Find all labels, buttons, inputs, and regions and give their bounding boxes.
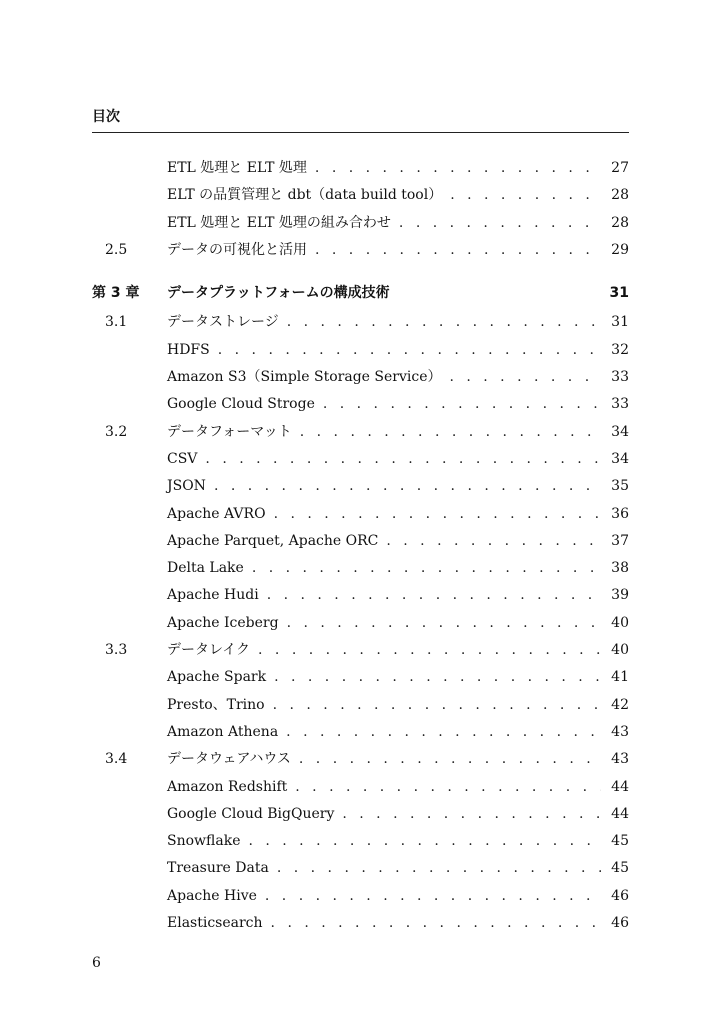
toc-leader-dots [287, 309, 601, 336]
toc-leader-dots [450, 182, 601, 209]
toc-entry-title: データプラットフォームの構成技術 [167, 285, 390, 302]
toc-entry-number: 3.1 [105, 314, 128, 331]
toc-section-row[interactable] [92, 746, 629, 773]
toc-entry-page: 43 [611, 751, 629, 768]
toc-entry-title: ETL 処理と ELT 処理 [167, 160, 307, 176]
toc-entry-title: Apache Spark [167, 669, 267, 686]
toc-leader-dots [315, 237, 601, 264]
toc-entry-page: 38 [611, 560, 629, 577]
toc-entry-title: Google Cloud Stroge [167, 396, 315, 413]
toc-entry-title: ELT の品質管理と dbt（data build tool） [167, 187, 443, 204]
toc-entry-row[interactable] [92, 883, 629, 910]
toc-entry-page: 37 [611, 532, 629, 549]
toc-entry-page: 32 [611, 341, 629, 358]
toc-entry-title: Google Cloud BigQuery [167, 805, 335, 822]
toc-leader-dots [449, 364, 601, 391]
toc-entry-title: Delta Lake [167, 560, 244, 577]
toc-entry-row[interactable] [92, 210, 629, 237]
toc-entry-page: 33 [611, 369, 629, 386]
toc-entry-page: 46 [611, 887, 629, 904]
toc-entry-page: 44 [611, 805, 629, 822]
toc-leader-dots [399, 210, 601, 237]
toc-entry-title: Treasure Data [167, 860, 269, 877]
toc-entry-row[interactable] [92, 473, 629, 500]
toc-leader-dots [271, 910, 601, 937]
toc-leader-dots [300, 419, 601, 446]
toc-leader-dots [286, 719, 601, 746]
toc-entry-title: データストレージ [167, 314, 279, 331]
toc-entry-row[interactable] [92, 855, 629, 882]
page-title: 目次 [92, 109, 120, 125]
toc-entry-page: 45 [611, 833, 629, 850]
toc-entry-page: 41 [611, 669, 629, 686]
toc-entry-row[interactable] [92, 910, 629, 937]
toc-leader-dots [258, 637, 601, 664]
toc-entry-title: ETL 処理と ELT 処理の組み合わせ [167, 214, 391, 231]
toc-entry-row[interactable] [92, 501, 629, 528]
toc-entry-row[interactable] [92, 828, 629, 855]
toc-entry-number: 2.5 [105, 241, 128, 258]
toc-entry-number: 3.3 [105, 642, 128, 659]
toc-entry-row[interactable] [92, 801, 629, 828]
toc-entry-row[interactable] [92, 719, 629, 746]
toc-entry-page: 29 [611, 241, 629, 258]
toc-entry-row[interactable] [92, 364, 629, 391]
toc-leader-dots [248, 828, 601, 855]
toc-entry-row[interactable] [92, 155, 629, 182]
toc-section-row[interactable] [92, 237, 629, 264]
toc-entry-page: 42 [611, 696, 629, 713]
toc-leader-dots [342, 801, 601, 828]
toc-entry-row[interactable] [92, 337, 629, 364]
toc-entry-title: データフォーマット [167, 423, 292, 440]
toc-entry-title: Amazon Athena [167, 723, 279, 740]
toc-entry-title: Presto、Trino [167, 696, 265, 713]
toc-section-row[interactable] [92, 419, 629, 446]
toc-leader-dots [299, 746, 601, 773]
toc-entry-number: 3.2 [105, 423, 128, 440]
toc-entry-page: 31 [611, 314, 629, 331]
toc-leader-dots [277, 855, 601, 882]
toc-entry-row[interactable] [92, 692, 629, 719]
toc-entry-page: 39 [611, 587, 629, 604]
toc-entry-title: データレイク [167, 642, 251, 659]
toc-leader-dots [315, 155, 601, 182]
toc-leader-dots [273, 692, 601, 719]
toc-entry-page: 44 [611, 778, 629, 795]
toc-entry-row[interactable] [92, 610, 629, 637]
toc-entry-page: 33 [611, 396, 629, 413]
toc-leader-dots [323, 391, 601, 418]
toc-leader-dots [274, 501, 601, 528]
toc-entry-page: 34 [611, 423, 629, 440]
toc-leader-dots [252, 555, 601, 582]
table-of-contents [92, 155, 629, 937]
toc-entry-row[interactable] [92, 446, 629, 473]
toc-entry-title: データウェアハウス [167, 751, 291, 768]
toc-section-row[interactable] [92, 309, 629, 336]
footer-page-number: 6 [92, 955, 101, 971]
toc-entry-page: 40 [611, 642, 629, 659]
toc-section-row[interactable] [92, 637, 629, 664]
toc-entry-title: Apache Hudi [167, 587, 259, 604]
toc-entry-page: 28 [611, 187, 629, 204]
toc-entry-title: Amazon S3（Simple Storage Service） [167, 369, 442, 386]
toc-leader-dots [218, 337, 601, 364]
toc-entry-number: 3.4 [105, 751, 128, 768]
toc-entry-title: Apache AVRO [167, 505, 266, 522]
toc-entry-number: 第 3 章 [92, 285, 140, 302]
toc-leader-dots [214, 473, 601, 500]
toc-entry-title: Amazon Redshift [167, 778, 288, 795]
toc-leader-dots [267, 582, 601, 609]
toc-leader-dots [287, 610, 601, 637]
toc-entry-page: 36 [611, 505, 629, 522]
toc-leader-dots [295, 774, 601, 801]
toc-entry-page: 40 [611, 614, 629, 631]
toc-leader-dots [265, 883, 601, 910]
toc-header [92, 104, 629, 133]
toc-entry-page: 27 [611, 160, 629, 176]
toc-leader-dots [205, 446, 601, 473]
toc-entry-title: CSV [167, 450, 198, 467]
toc-entry-title: Apache Iceberg [167, 614, 279, 631]
toc-entry-page: 31 [609, 285, 629, 302]
toc-entry-row[interactable] [92, 182, 629, 209]
toc-entry-row[interactable] [92, 664, 629, 691]
toc-entry-page: 28 [611, 214, 629, 231]
toc-entry-row[interactable] [92, 528, 629, 555]
toc-entry-title: Apache Hive [167, 887, 257, 904]
toc-entry-title: Apache Parquet, Apache ORC [167, 532, 379, 549]
toc-entry-title: HDFS [167, 341, 210, 358]
toc-entry-row[interactable] [92, 391, 629, 418]
toc-chapter-row[interactable] [92, 280, 629, 307]
toc-entry-title: Snowflake [167, 833, 241, 850]
toc-leader-dots [386, 528, 601, 555]
toc-entry-title: データの可視化と活用 [167, 241, 307, 258]
toc-entry-title: JSON [167, 478, 206, 495]
toc-entry-row[interactable] [92, 774, 629, 801]
toc-entry-page: 34 [611, 450, 629, 467]
toc-leader-dots [274, 664, 601, 691]
toc-entry-title: Elasticsearch [167, 915, 263, 932]
toc-entry-row[interactable] [92, 555, 629, 582]
toc-entry-page: 46 [611, 915, 629, 932]
toc-entry-page: 35 [611, 478, 629, 495]
toc-entry-page: 43 [611, 723, 629, 740]
toc-entry-page: 45 [611, 860, 629, 877]
toc-entry-row[interactable] [92, 582, 629, 609]
